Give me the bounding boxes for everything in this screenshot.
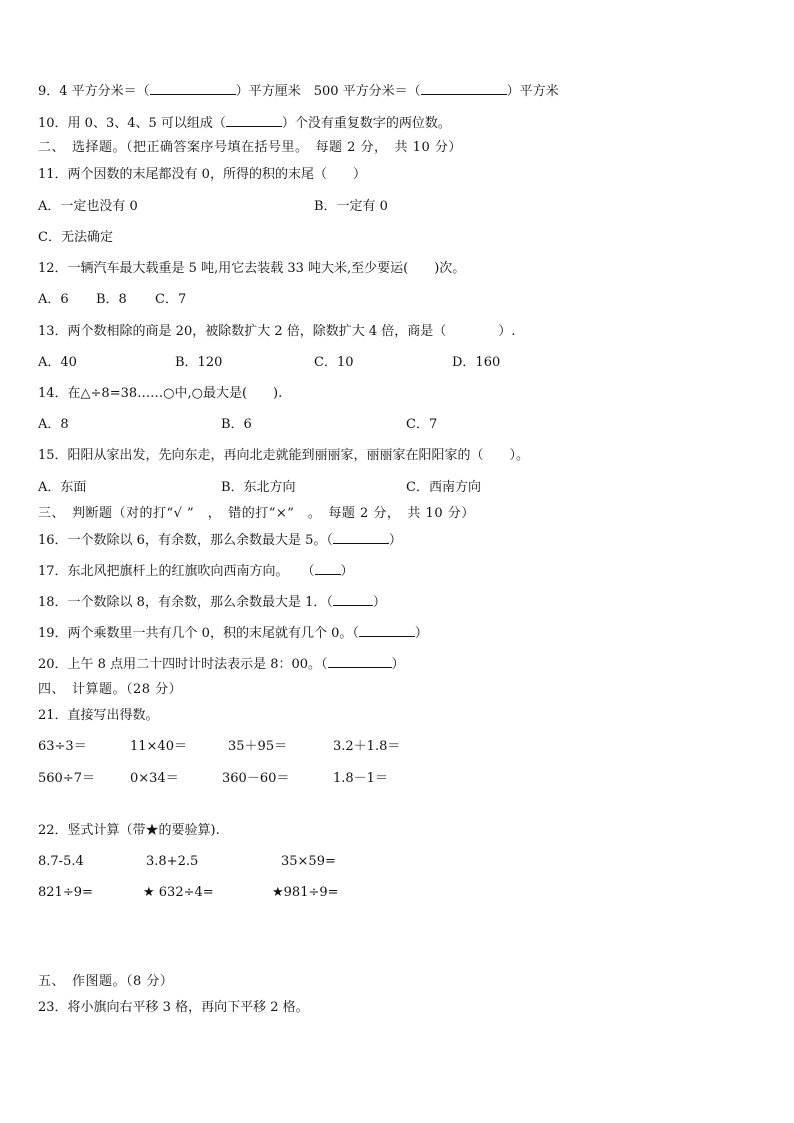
q15-option-c[interactable]: C．西南方向 xyxy=(406,480,481,495)
question-14: 14．在△÷8=38……○中,○最大是( ). xyxy=(38,386,283,401)
question-17 xyxy=(38,562,354,581)
q11-option-a[interactable]: A．一定也没有 0 xyxy=(38,199,138,214)
q9-text-c: ）平方米 xyxy=(506,84,559,99)
question-18 xyxy=(38,593,386,612)
q9-text-b: ）平方厘米 500 平方分米＝（ xyxy=(235,84,421,99)
q11-option-b[interactable]: B．一定有 0 xyxy=(314,199,388,214)
q19-close: ） xyxy=(414,626,428,641)
question-10 xyxy=(38,114,451,133)
q21-item: 0×34＝ xyxy=(130,771,179,786)
q22-item: 8.7-5.4 xyxy=(38,854,84,869)
q21-item: 35＋95＝ xyxy=(228,739,288,754)
q13-option-a[interactable]: A．40 xyxy=(38,355,77,370)
q10-text-a: 10．用 0、3、4、5 可以组成（ xyxy=(38,116,226,131)
q20-answer-blank[interactable] xyxy=(328,655,392,668)
question-11: 11．两个因数的末尾都没有 0，所得的积的末尾（ ） xyxy=(38,167,366,182)
q13-option-c[interactable]: C．10 xyxy=(314,355,354,370)
q13-option-d[interactable]: D．160 xyxy=(452,355,501,370)
q9-answer-blank-1[interactable] xyxy=(150,82,236,95)
section-5-heading: 五、 作图题。（8 分） xyxy=(38,974,174,989)
q9-answer-blank-2[interactable] xyxy=(421,82,507,95)
q21-item: 63÷3＝ xyxy=(38,739,87,754)
q17-close: ） xyxy=(340,564,354,579)
q19-answer-blank[interactable] xyxy=(359,624,415,637)
q16-close: ） xyxy=(388,533,402,548)
question-12: 12．一辆汽车最大载重是 5 吨,用它去装载 33 吨大米,至少要运( )次。 xyxy=(38,261,466,276)
q20-close: ） xyxy=(391,657,405,672)
q19-text: 19．两个乘数里一共有几个 0，积的末尾就有几个 0。（ xyxy=(38,626,359,641)
q22-item: 3.8+2.5 xyxy=(146,854,199,869)
q12-option-c[interactable]: C．7 xyxy=(155,292,187,307)
question-13: 13．两个数相除的商是 20，被除数扩大 2 倍，除数扩大 4 倍，商是（ ）. xyxy=(38,324,516,339)
q21-item: 360－60＝ xyxy=(222,771,290,786)
q18-answer-blank[interactable] xyxy=(333,593,373,606)
q21-item: 11×40＝ xyxy=(130,739,187,754)
q14-option-b[interactable]: B．6 xyxy=(221,417,252,432)
q14-option-a[interactable]: A．8 xyxy=(38,417,69,432)
q17-text: 17．东北风把旗杆上的红旗吹向西南方向。 （ xyxy=(38,564,315,579)
q20-text: 20．上午 8 点用二十四时计时法表示是 8：00。（ xyxy=(38,657,328,672)
question-19 xyxy=(38,624,428,643)
q21-item: 1.8－1＝ xyxy=(333,771,388,786)
question-16 xyxy=(38,531,402,550)
question-23: 23．将小旗向右平移 3 格，再向下平移 2 格。 xyxy=(38,1000,309,1015)
q18-text: 18．一个数除以 8，有余数，那么余数最大是 1．（ xyxy=(38,595,333,610)
q22-item: 821÷9= xyxy=(38,885,93,900)
question-9 xyxy=(38,82,559,101)
q22-item: 35×59= xyxy=(281,854,336,869)
question-21: 21．直接写出得数。 xyxy=(38,708,159,723)
q12-option-b[interactable]: B．8 xyxy=(96,292,127,307)
q11-option-c[interactable]: C．无法确定 xyxy=(38,230,113,245)
q22-item: ★981÷9= xyxy=(272,885,339,900)
q13-option-b[interactable]: B．120 xyxy=(175,355,223,370)
question-15: 15．阳阳从家出发，先向东走，再向北走就能到丽丽家，丽丽家在阳阳家的（ ）。 xyxy=(38,448,530,463)
section-2-heading: 二、 选择题。（把正确答案序号填在括号里。 每题 2 分， 共 10 分） xyxy=(38,140,462,155)
q10-answer-blank[interactable] xyxy=(226,114,282,127)
q17-answer-blank[interactable] xyxy=(315,562,341,575)
section-4-heading: 四、 计算题。（28 分） xyxy=(38,682,183,697)
section-3-heading: 三、 判断题（对的打“√ ” ， 错的打“×” 。 每题 2 分， 共 10 分） xyxy=(38,506,475,521)
q16-answer-blank[interactable] xyxy=(333,531,389,544)
q14-option-c[interactable]: C．7 xyxy=(406,417,438,432)
q15-option-a[interactable]: A．东面 xyxy=(38,480,87,495)
q16-text: 16．一个数除以 6，有余数，那么余数最大是 5。（ xyxy=(38,533,333,548)
q10-text-b: ）个没有重复数字的两位数。 xyxy=(281,116,451,131)
question-20 xyxy=(38,655,405,674)
q21-item: 3.2＋1.8＝ xyxy=(333,739,401,754)
q12-option-a[interactable]: A．6 xyxy=(38,292,69,307)
q22-item: ★ 632÷4= xyxy=(143,885,214,900)
q21-item: 560÷7＝ xyxy=(38,771,95,786)
q18-close: ） xyxy=(372,595,386,610)
question-22: 22．竖式计算（带★的要验算). xyxy=(38,823,220,838)
q9-text-a: 9．4 平方分米＝（ xyxy=(38,84,150,99)
q15-option-b[interactable]: B．东北方向 xyxy=(221,480,296,495)
